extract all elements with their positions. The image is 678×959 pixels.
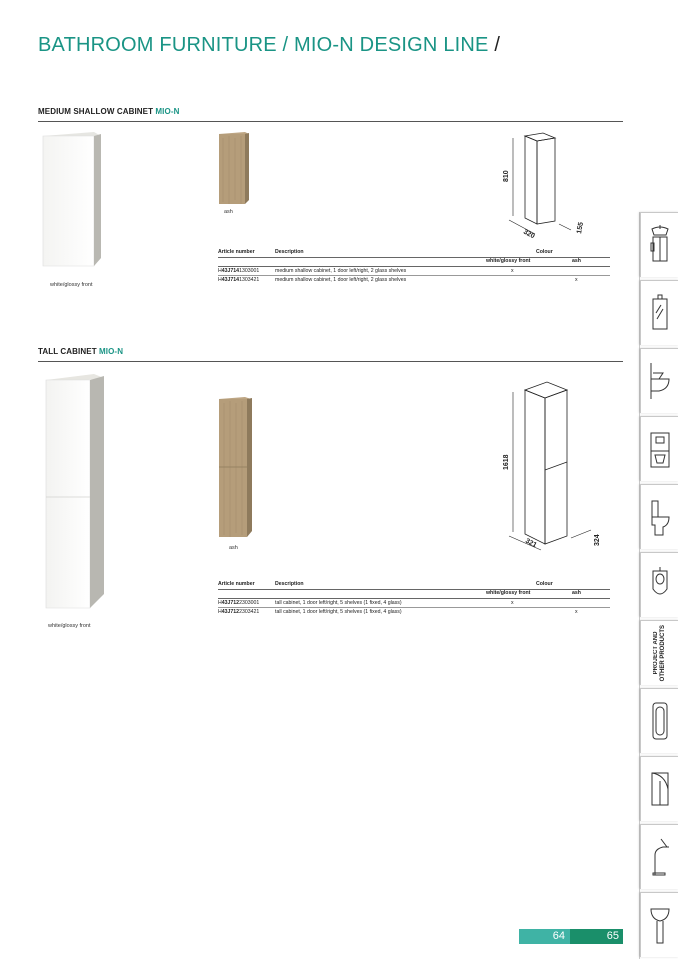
- faucet-icon: [647, 835, 673, 879]
- tall-cabinet-dimension-drawing: [495, 378, 605, 554]
- tab-washbasin-cabinets[interactable]: [640, 212, 678, 277]
- tab-pedestal-basins[interactable]: [640, 892, 678, 957]
- section-heading-medium-shallow: MEDIUM SHALLOW CABINET MIO-N: [38, 107, 180, 116]
- urinal-icon: [647, 563, 673, 607]
- white-caption: white/glossy front: [48, 623, 91, 629]
- white-medium-cabinet-image: [40, 130, 106, 270]
- dim-width: 321: [524, 537, 538, 550]
- page-title-slash: /: [494, 34, 501, 56]
- tab-mirrors[interactable]: [640, 280, 678, 345]
- tab-wall-hung-toilets[interactable]: [640, 348, 678, 413]
- tab-shower-enclosures[interactable]: [640, 756, 678, 821]
- article-table: Article number Description Colour white/glossy front ash H43J7122303001 tall cabinet, 1 door left/right, 5 shelves (1 fixed, 4 glass) x H43J7122303421 tall cabinet, 1 door left/right, 5 shelves (1 fixed, 4 glass) x: [218, 581, 610, 623]
- page-number-left: 64: [519, 929, 570, 944]
- tab-installation-systems[interactable]: [640, 416, 678, 481]
- tab-urinals[interactable]: [640, 552, 678, 617]
- page-number-right: 65: [570, 929, 623, 944]
- page-title-text: BATHROOM FURNITURE / MIO-N DESIGN LINE: [38, 34, 489, 56]
- tab-close-coupled-toilets[interactable]: [640, 484, 678, 549]
- pedestal-basin-icon: [647, 903, 673, 947]
- washbasin-cabinet-icon: [647, 223, 673, 267]
- article-table: Article number Description Colour white/glossy front ash H43J7141303001 medium shallow cabinet, 1 door left/right, 2 glass shelves x H43J7141303421 medium shallow cabinet, 1 door left/right, 2 glass shelves x: [218, 249, 610, 291]
- tab-faucets[interactable]: [640, 824, 678, 889]
- dim-height: 1618: [503, 454, 510, 470]
- medium-cabinet-dimension-drawing: [495, 130, 595, 242]
- tab-project-and-other-products[interactable]: PROJECT AND OTHER PRODUCTS: [640, 620, 678, 685]
- wall-hung-toilet-icon: [647, 359, 673, 403]
- dim-height: 810: [503, 170, 510, 182]
- page-title: [38, 34, 500, 57]
- shower-enclosure-icon: [647, 767, 673, 811]
- ash-tall-cabinet-image: [217, 395, 255, 539]
- bathtub-icon: [647, 699, 673, 743]
- tab-bathtubs[interactable]: [640, 688, 678, 753]
- ash-caption: ash: [224, 209, 233, 215]
- section-rule: [38, 121, 623, 122]
- ash-medium-cabinet-image: [217, 130, 251, 206]
- white-caption: white/glossy front: [50, 282, 93, 288]
- section-rule: [38, 361, 623, 362]
- installation-frame-icon: [647, 427, 673, 471]
- section-heading-tall-cabinet: TALL CABINET MIO-N: [38, 347, 124, 356]
- white-tall-cabinet-image: [42, 372, 108, 612]
- dim-depth: 324: [594, 534, 601, 546]
- dim-depth: 155: [576, 221, 585, 235]
- ash-caption: ash: [229, 545, 238, 551]
- close-coupled-toilet-icon: [647, 495, 673, 539]
- category-sidebar: [639, 212, 678, 959]
- mirror-icon: [647, 291, 673, 335]
- dim-width: 320: [522, 228, 536, 241]
